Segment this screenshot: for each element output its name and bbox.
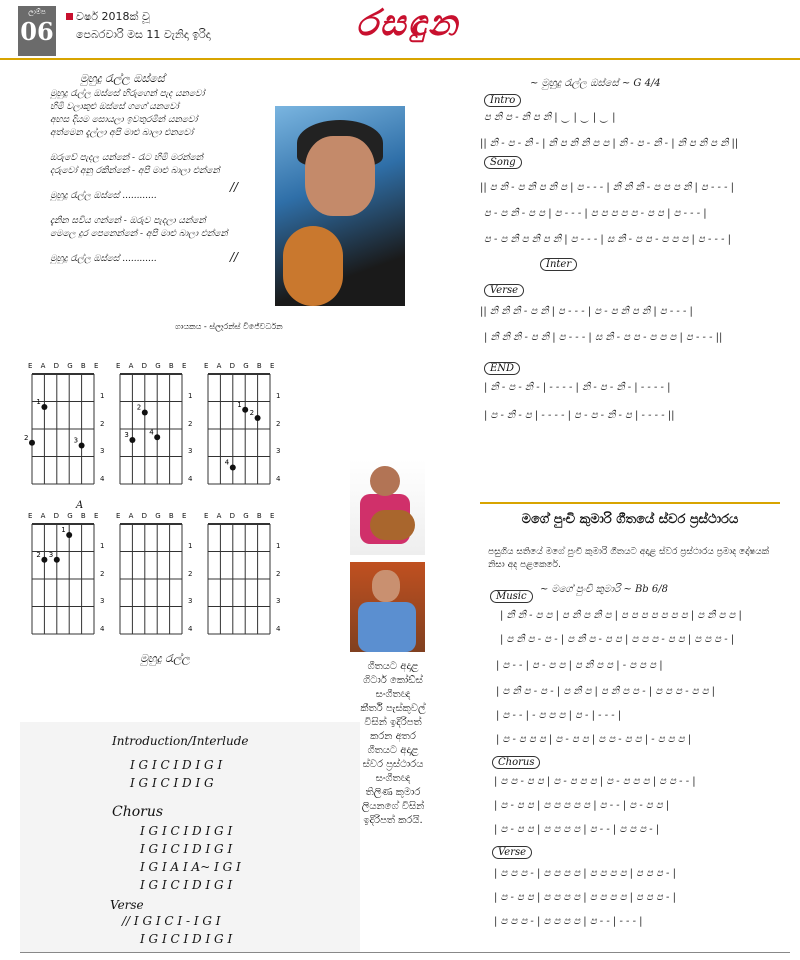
string-names: E A D G B E [28,362,102,370]
fret-number: 4 [100,474,105,483]
fretboard-grid [30,522,96,636]
fret-number: 1 [276,392,281,400]
notation-line: | ප - - | ප - ප ප | ප නි ප ප | - ප ප ප | [496,660,663,671]
section-label: ලාම්ප [28,8,46,16]
chord-diagram [116,362,193,483]
lyric-line: දරුවෝ අනු රකින්නේ - අපි මාළු බාලා එන්නේ [50,166,220,176]
fret-number: 1 [188,392,193,400]
string-names: E A D G B E [204,362,278,370]
singer-photo [275,106,405,306]
fret-number: 3 [188,597,193,605]
fretboard-grid [118,522,184,636]
finger-dot [41,557,47,563]
fret-number: 2 [276,419,281,428]
fret-number: 3 [276,597,281,605]
chord-line: I G I C I D I G I [140,842,233,856]
header-rule [0,58,800,60]
intro-heading: Intro [484,94,521,107]
notation-line: ප - ප නි ප නි ප නි | ප - - - | ස නි - ප ප - ප ප ප | ප - - - | [484,234,732,245]
chord-line: I G I C I D I G [130,776,214,790]
string-names: E A D G B E [28,512,102,520]
lyrics-block [50,88,270,266]
fretboard-grid [24,372,96,486]
credit-line: ඉදිරිපත් කරයි. [363,815,423,826]
finger-dot [41,404,47,410]
date-line-2: පෙබරවාරි මස 11 වැනිදා ඉරිදා [76,28,211,41]
fretboard-grid [206,372,272,486]
finger-dot [66,532,72,538]
verse-heading: Verse [110,898,144,912]
page-header [0,0,800,58]
finger-number: 3 [48,550,54,559]
finger-number: 1 [36,398,41,406]
lyric-line: මුහුදු රැල්ල ඔස්සේ හිරුගෙන් පැද යනවෝ [50,89,205,99]
fretboard-grid [118,372,184,486]
finger-number: 3 [73,436,79,445]
notation-title: ~ මුහුදු රැල්ල ඔස්සේ ~ G 4/4 [530,78,661,89]
notation-line: || නි - ප - නි - | නි ප නි නි ප ප | නි - ප - නි - | නි ප නි ප නි || [480,138,739,149]
notation-line: | නි නි නි - ප නි | ප - - - | ස නි - ප ප - ප ප ප | ප - - - || [484,332,723,343]
fret-number: 3 [188,447,193,455]
finger-number: 4 [224,458,230,467]
chord-line: I G I C I D I G I [140,824,233,838]
fret-number: 3 [100,597,105,605]
page-number-tab [18,6,56,56]
chord-diagram [28,500,105,633]
notation-line: | ප - ප ප | ප ප ප ප ප | ප - - | ප - ප ප | [494,800,670,811]
credit-line: කරන අතර [370,731,416,742]
notation-line: | ප - ප ප | ප ප ප ප | ප ප ප ප | ප ප ප - | [494,892,676,903]
finger-dot [54,557,60,563]
credit-line: ගිටාර් කෝඩ්ස් [363,675,423,686]
notation-line: | ප නි ප - ප - | ප නි ප - ප ප | ප ප ප - ප ප | ප ප ප - | [500,634,735,645]
lyric-gap [50,203,270,215]
lyric-line: ඔරුවේ පැදල යන්නේ - රැට හිමි මරන්නේ [50,153,204,163]
notation-line: | ප - ප ප | ප ප ප ප | ප - - | ප ප ප - | [494,824,660,835]
page-number: 06 [20,17,54,46]
end-heading: END [484,362,520,375]
notation-line: | නි නි - ප ප | ප නි ප නි ප | ප ප ප ප ප ප ප | ප නි ප ප | [500,610,742,621]
lyric-line: මුහුදු රැල්ල ඔස්සේ ............ [50,254,157,264]
notation-line: | ප ප ප - | ප ප ප ප | ප ප ප ප | ප ප ප - | [494,868,676,879]
finger-dot [142,410,148,416]
finger-number: 2 [249,409,255,417]
fret-number: 2 [276,569,281,578]
intro-heading: Introduction/Interlude [112,734,249,748]
fret-number: 4 [188,474,193,483]
finger-number: 2 [136,403,142,412]
notation-title: ~ මගේ පුංචි කුමාරි ~ Bb 6/8 [540,584,668,595]
date-line-1: වර්ෂ 2018ක් වූ [76,10,150,23]
fret-number: 4 [276,624,281,633]
finger-dot [154,434,160,440]
fret-number: 1 [276,542,281,550]
footer-rule [20,952,790,953]
chord-diagram [204,362,281,483]
guitarist-photo [350,460,425,555]
credit-line: සංගීතඥ [375,689,411,700]
lyrics-title: මුහුදු රැල්ල ඔස්සේ [80,72,165,85]
fret-number: 2 [188,569,193,578]
verse-heading: Verse [492,846,532,859]
fret-number: 4 [100,624,105,633]
chord-accent-mark: A [76,500,84,511]
notation-line: ප - ප නි - ප ප | ප - - - | ප ප ප ප ප - ප ප | ප - - - | [484,208,707,219]
lyric-line: හිමි වලාකුළු ඔස්සේ ගගේ යනවෝ [50,102,179,112]
lyric-line: දැනින සවිය ගන්නේ - ඔරුව පැදලා යන්නේ [50,216,206,226]
lyric-line: අත්මෙන දැල්ලා අපි මාළු බාලා එනවෝ [50,128,194,138]
credit-text [350,660,436,828]
credit-line: කීර්ති පැස්කුවල් [360,703,426,714]
verse-heading: Verse [484,284,524,297]
credit-line: ස්වර ප්‍රස්ථාරය [362,759,424,770]
fret-number: 3 [276,447,281,455]
music-heading: Music [490,590,533,603]
lyric-line: මුහුදු රැල්ල ඔස්සේ ............ [50,191,157,201]
finger-number: 4 [149,428,154,437]
finger-number: 1 [237,400,242,409]
finger-number: 3 [124,431,129,439]
notation-line: || ප නි - ප නි ප නි ප | ප - - - | නි නි නි - ප ප ප නි | ප - - - | [480,182,735,193]
lyric-gap [50,140,270,152]
finger-number: 1 [61,526,66,534]
notation-line: | ප - නි - ප | - - - - | ප - ප - නි - ප | - - - - || [484,410,675,421]
notation-line: | ප - - | - ප ප ප | ප - | - - - | [496,710,622,721]
chorus-repeat-mark: // [230,250,239,264]
finger-dot [129,437,135,443]
fret-number: 3 [100,447,105,455]
notation-line: | ප ප ප - | ප ප ප ප | ප - - | - - - | [494,916,643,927]
string-names: E A D G B E [204,512,278,520]
finger-dot [29,440,35,446]
notation-sheet-bottom [480,580,790,950]
notation-line: | ප - ප ප ප | ප - ප ප | ප ප - ප ප | - ප ප ප | [496,734,692,745]
fret-number: 2 [100,569,105,578]
chorus-repeat-mark: // [230,180,239,194]
notation-line: | නි - ප - නි - | - - - - | නි - ප - නි - | - - - - | [484,382,671,393]
chord-progression-panel [20,722,360,952]
singer-credit: ගායකය - ස්ලෑරන්ස් විජේවර්ධන [175,322,283,331]
string-names: E A D G B E [116,512,190,520]
fret-number: 4 [276,474,281,483]
fretboard-grid [206,522,272,636]
finger-dot [230,465,236,471]
fret-number: 2 [100,419,105,428]
notation-sheet-top [470,72,790,467]
chord-line: I G I C I D I G I [140,878,233,892]
credit-line: ගීතයට අදාළ [367,661,419,672]
chord-line: // I G I C I - I G I [122,914,221,928]
credit-line: ලියනගේ විසින් [361,801,425,812]
notation-line: || නි නි නි - ප නි | ප - - - | ප - ප නි ප නි | ප - - - | [480,306,693,317]
finger-number: 2 [24,433,29,442]
article-rule [480,502,780,504]
credit-line: සංගීතඥ [375,773,411,784]
chorus-heading: Chorus [112,804,164,820]
chord-line: I G I A I A~ I G I [140,860,241,874]
fret-number: 1 [100,392,105,400]
lyric-line: අහස දියම සොයලා ඉවතුරමින් යනවෝ [50,115,198,125]
notation-line: | ප ප - ප ප | ප - ප ප ප | ප - ප ප ප | ප ප - - | [494,776,696,787]
chord-line: I G I C I D I G I [140,932,233,946]
chord-line: I G I C I D I G I [130,758,223,772]
fret-number: 1 [188,542,193,550]
fret-number: 4 [188,624,193,633]
article-title: මගේ පුංචි කුමාරි ගීතයේ ස්වර ප්‍රස්ථාරය [521,512,739,527]
finger-dot [242,407,248,413]
date-bullet-icon [66,13,73,20]
string-names: E A D G B E [116,362,190,370]
credit-line: ගීතයට අදාළ [367,745,419,756]
notation-line: ප නි ප - නි ප නි | ‿ | ‿ | ‿ | [484,112,616,123]
chorus-heading: Chorus [492,756,540,769]
credit-line: තිලිණ කුමාර [365,787,421,798]
chord-diagram [204,512,281,633]
composer-photo [350,562,425,652]
finger-number: 2 [36,550,41,559]
chord-diagram [24,362,105,483]
article-intro: පසුගිය සතියේ මගේ පුංචි කුමාරි ගීතයට අදාළ ස්වර ප්‍රස්ථාරය ප්‍රමාද දෝෂයක් නිසා අද පළකෙරේ. [488,547,770,570]
chord-chart-label: මුහුදු රැල්ල [140,652,190,665]
chord-diagram [116,512,193,633]
brand-logo: රසඳුන [356,2,460,44]
finger-dot [79,443,85,449]
fret-number: 1 [100,542,105,550]
notation-line: | ප නි ප - ප - | ප නි ප | ප නි ප ප - | ප ප ප - ප ප | [496,686,716,697]
inter-heading: Inter [540,258,577,271]
fret-number: 2 [188,419,193,428]
credit-line: විසින් ඉදිරිපත් [364,717,422,728]
lyric-line: මෙලෙ දුර පෙනෙන්නේ - අපි මාළු බාලා එන්නේ [50,229,228,239]
finger-dot [255,415,261,421]
song-heading: Song [484,156,522,169]
